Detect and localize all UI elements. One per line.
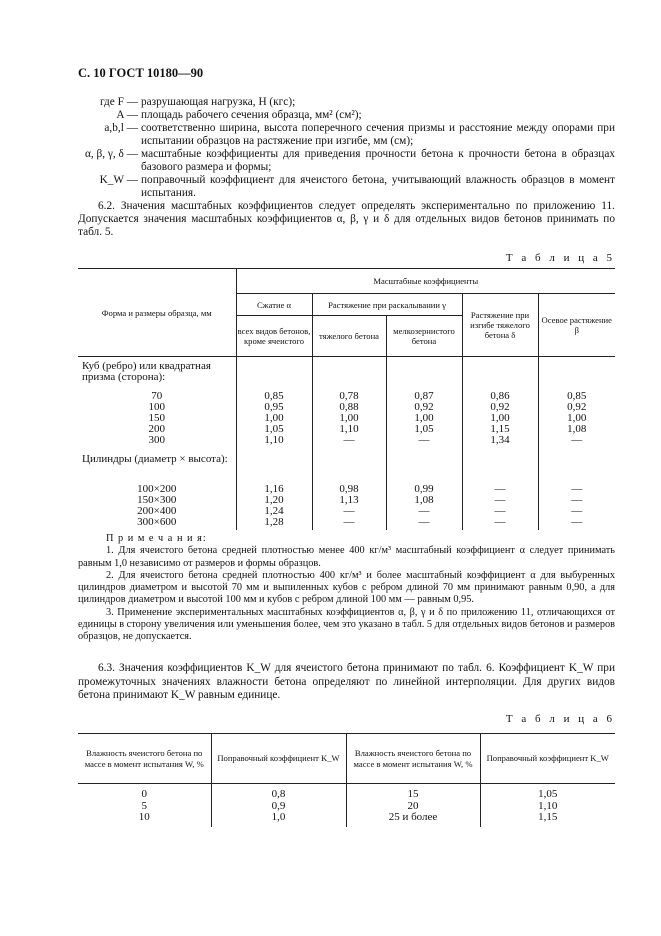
t5-cell: 0,86 bbox=[490, 390, 510, 402]
t5-cell: 1,24 bbox=[264, 505, 284, 517]
t5-cell: 0,78 bbox=[339, 390, 359, 402]
def-text-A: площадь рабочего сечения образца, мм² (см²); bbox=[141, 109, 362, 121]
t6-h-coef-right: Поправочный коэффициент K_W bbox=[480, 734, 615, 784]
t5-cell: 1,08 bbox=[567, 423, 587, 435]
t5-cell: 1,05 bbox=[414, 423, 434, 435]
note-1: 1. Для ячеистого бетона средней плотностью менее 400 кг/м³ масштабный коэффициент α следует принимать равным 1,0 независимо от размеров и формы образцов. bbox=[78, 545, 615, 569]
t5-cell: — bbox=[418, 505, 430, 517]
table-row: 5 bbox=[141, 799, 147, 812]
t5-group2-label: Цилиндры (диаметр × высота): bbox=[82, 453, 228, 465]
t5-cell: 1,10 bbox=[264, 434, 284, 446]
t5-cell: 1,00 bbox=[414, 412, 434, 424]
t5-group1-sizes-cell bbox=[78, 391, 236, 446]
table6-caption: Т а б л и ц а 6 bbox=[505, 713, 615, 725]
t5-cell: — bbox=[343, 434, 355, 446]
t5-h-axial: Осевое растяжение β bbox=[538, 294, 615, 357]
def-key-A: A — bbox=[116, 109, 138, 121]
note-3: 3. Применение экспериментальных масштабных коэффициентов α, β, γ и δ по приложению 11, отличающихся от единицы в сторону увеличения или уменьшения более, чем это указано в табл. 5 для отдельных видов бетонов и размеров образцов, не допускается. bbox=[78, 606, 615, 643]
t5-h-compression: Сжатие α bbox=[236, 294, 312, 316]
t5-cell: 0,92 bbox=[414, 401, 434, 413]
table-5 bbox=[78, 268, 615, 530]
t6-h-coef-left: Поправочный коэффициент K_W bbox=[211, 734, 346, 784]
def-text-abl: соответственно ширина, высота поперечного сечения призмы и расстояние между опорами при испытании образцов на растяжение при изгибе, мм (см); bbox=[141, 122, 615, 147]
table-row: 0,9 bbox=[271, 799, 286, 812]
t5-cell: 0,85 bbox=[567, 390, 587, 402]
paragraph-6-3-text: 6.3. Значения коэффициентов K_W для ячеистого бетона принимают по табл. 6. Коэффициент K_W при промежуточных значениях влажности бетона определяют по линейной интерполяции. Для других видов бетона принимают K_W равным единице. bbox=[78, 662, 615, 701]
t5-cell: 1,00 bbox=[339, 412, 359, 424]
t5-cell: — bbox=[494, 516, 506, 528]
def-text-coefs: масштабные коэффициенты для приведения прочности бетона к прочности бетона в образцах базового размера и формы; bbox=[141, 148, 615, 173]
t5-cell: 0,88 bbox=[339, 401, 359, 413]
table-row: 0,8 bbox=[271, 788, 286, 800]
table-row: 1,15 bbox=[538, 811, 558, 823]
t5-cell: 1,20 bbox=[264, 494, 284, 506]
t5-cell: 0,99 bbox=[414, 483, 434, 495]
t5-cell: 1,34 bbox=[490, 434, 510, 446]
t5-cell: — bbox=[418, 516, 430, 528]
t5-cell: 1,05 bbox=[264, 423, 284, 435]
t5-cell: 1,13 bbox=[339, 494, 359, 506]
t5-cell: 0,87 bbox=[414, 390, 434, 402]
table-row: 150×300 bbox=[137, 494, 177, 506]
t5-cell: 1,00 bbox=[567, 412, 587, 424]
note-2: 2. Для ячеистого бетона средней плотностью 400 кг/м³ и более масштабный коэффициент α для выбуренных цилиндров диаметром и высотой 70 мм и выпиленных кубов с ребром длиной 70 мм принимают равным 0,90, а для цилиндров диаметром и высотой 100 мм и кубов с ребром длиной 100 мм — равным 0,95. bbox=[78, 569, 615, 606]
t5-group2-values bbox=[78, 484, 615, 530]
t5-cell: — bbox=[571, 516, 583, 528]
t5-cell: 0,98 bbox=[339, 483, 359, 495]
t5-cell: 0,95 bbox=[264, 401, 284, 413]
t5-cell: — bbox=[571, 483, 583, 495]
table-row: 150 bbox=[148, 412, 165, 424]
t5-cell: — bbox=[418, 434, 430, 446]
def-text-F: разрушающая нагрузка, Н (кгс); bbox=[141, 96, 296, 108]
t5-cell: 1,16 bbox=[264, 483, 284, 495]
table-row: 200×400 bbox=[137, 505, 177, 517]
table-row: 1,05 bbox=[538, 788, 558, 800]
paragraph-6-2 bbox=[78, 200, 615, 239]
t6-h-moisture-right: Влажность ячеистого бетона по массе в момент испытания W, % bbox=[346, 734, 480, 784]
t5-cell: — bbox=[571, 494, 583, 506]
notes-title: П р и м е ч а н и я: bbox=[106, 533, 207, 544]
t5-cell: — bbox=[571, 505, 583, 517]
table-row: 100 bbox=[148, 401, 165, 413]
t5-cell: 0,92 bbox=[490, 401, 510, 413]
def-key-abl: a,b,l — bbox=[104, 122, 138, 134]
t5-cell: — bbox=[571, 434, 583, 446]
t5-cell: 1,08 bbox=[414, 494, 434, 506]
t5-cell: — bbox=[494, 505, 506, 517]
t5-group1-values bbox=[78, 391, 615, 446]
t5-h-split: Растяжение при раскалывании γ bbox=[312, 294, 462, 316]
table-row: 300 bbox=[148, 434, 165, 446]
table-row: 25 и более bbox=[388, 811, 438, 823]
t5-col-form: Форма и размеры образца, мм bbox=[78, 269, 236, 357]
notes-block bbox=[78, 533, 615, 644]
table-row: 1,10 bbox=[538, 799, 558, 812]
table-row: 0 bbox=[141, 788, 147, 800]
t5-cell: — bbox=[343, 505, 355, 517]
t5-cell: 0,85 bbox=[264, 390, 284, 402]
table-row: 1,0 bbox=[271, 811, 286, 823]
paragraph-6-3 bbox=[78, 662, 615, 703]
t5-h-bending: Растяжение при изгибе тяжелого бетона δ bbox=[462, 294, 538, 357]
def-text-kw: поправочный коэффициент для ячеистого бетона, учитывающий влажность образцов в момент испытания. bbox=[141, 174, 615, 199]
t5-cell: 1,00 bbox=[264, 412, 284, 424]
t5-group-header: Масштабные коэффициенты bbox=[236, 269, 615, 294]
table-row: 70 bbox=[151, 390, 163, 402]
t5-sh-all: всех видов бетонов, кроме ячеистого bbox=[236, 316, 312, 357]
t5-cell: — bbox=[494, 494, 506, 506]
t5-group1-label: Куб (ребро) или квадратная призма (сторона): bbox=[82, 360, 211, 383]
t5-cell: 1,10 bbox=[339, 423, 359, 435]
page-header: С. 10 ГОСТ 10180—90 bbox=[78, 66, 204, 80]
paragraph-6-2-text: 6.2. Значения масштабных коэффициентов следует определять экспериментально по приложению 11. Допускается значения масштабных коэффициентов α, β, γ и δ для отдельных видов бетонов принимать по табл. 5. bbox=[78, 200, 615, 238]
def-key-coefs: α, β, γ, δ — bbox=[84, 148, 138, 160]
t5-cell: 1,00 bbox=[490, 412, 510, 424]
table-row: 15 bbox=[407, 788, 419, 800]
t5-cell: 1,28 bbox=[264, 516, 284, 528]
def-key-F: где F — bbox=[99, 96, 138, 108]
t5-sh-fine: мелкозернистого бетона bbox=[386, 316, 462, 357]
table-row: 200 bbox=[148, 423, 165, 435]
t5-cell: 0,92 bbox=[567, 401, 587, 413]
t5-cell: — bbox=[494, 483, 506, 495]
table5-caption: Т а б л и ц а 5 bbox=[505, 252, 615, 264]
t5-cell: 1,15 bbox=[490, 423, 510, 435]
t5-cell: — bbox=[343, 516, 355, 528]
table-6 bbox=[78, 733, 615, 827]
table-row: 20 bbox=[407, 799, 419, 812]
table-row: 100×200 bbox=[137, 483, 177, 495]
table-row: 10 bbox=[138, 811, 150, 823]
t5-sh-heavy: тяжелого бетона bbox=[312, 316, 386, 357]
def-key-kw: K_W — bbox=[99, 174, 138, 186]
table-row: 300×600 bbox=[137, 516, 177, 528]
t6-h-moisture-left: Влажность ячеистого бетона по массе в момент испытания W, % bbox=[84, 748, 204, 769]
